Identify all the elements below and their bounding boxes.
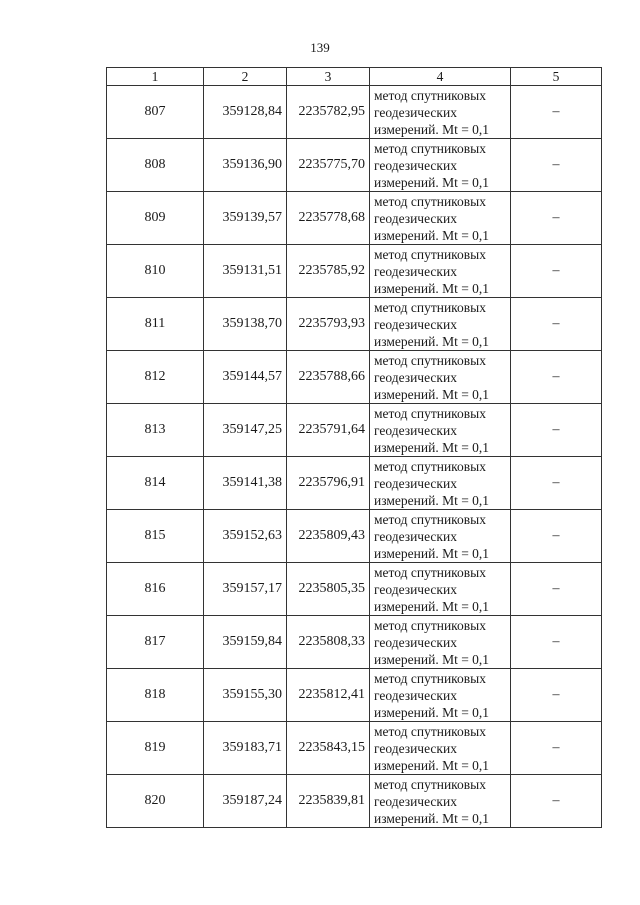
note-cell: –: [511, 351, 602, 404]
y-coordinate-cell: 2235805,35: [287, 563, 370, 616]
table-body: [107, 86, 602, 828]
x-coordinate-cell: 359136,90: [204, 139, 287, 192]
method-line: измерений. Mt = 0,1: [374, 333, 490, 349]
method-line: метод спутниковых: [374, 670, 486, 686]
x-coordinate-cell: 359183,71: [204, 722, 287, 775]
method-description-cell: [370, 139, 511, 192]
note-cell: –: [511, 298, 602, 351]
table-row: [107, 404, 602, 457]
table-row: [107, 139, 602, 192]
y-coordinate-cell: 2235843,15: [287, 722, 370, 775]
x-coordinate-cell: 359187,24: [204, 775, 287, 828]
table-row: [107, 298, 602, 351]
method-line: геодезических: [374, 422, 457, 438]
method-line: метод спутниковых: [374, 458, 486, 474]
table-row: [107, 775, 602, 828]
method-line: измерений. Mt = 0,1: [374, 704, 490, 720]
point-number-cell: 809: [107, 192, 204, 245]
column-header-1: 1: [107, 68, 204, 86]
method-description-cell: [370, 775, 511, 828]
method-line: измерений. Mt = 0,1: [374, 439, 490, 455]
y-coordinate-cell: 2235775,70: [287, 139, 370, 192]
y-coordinate-cell: 2235788,66: [287, 351, 370, 404]
table-row: [107, 510, 602, 563]
method-line: измерений. Mt = 0,1: [374, 598, 490, 614]
method-description-cell: [370, 192, 511, 245]
method-line: геодезических: [374, 634, 457, 650]
table-row: [107, 351, 602, 404]
note-cell: –: [511, 457, 602, 510]
note-cell: –: [511, 510, 602, 563]
point-number-cell: 807: [107, 86, 204, 139]
method-description-cell: [370, 245, 511, 298]
method-line: геодезических: [374, 369, 457, 385]
x-coordinate-cell: 359159,84: [204, 616, 287, 669]
x-coordinate-cell: 359152,63: [204, 510, 287, 563]
method-description-cell: [370, 404, 511, 457]
y-coordinate-cell: 2235796,91: [287, 457, 370, 510]
table-header-row: [107, 68, 602, 86]
point-number-cell: 812: [107, 351, 204, 404]
note-cell: –: [511, 404, 602, 457]
method-line: измерений. Mt = 0,1: [374, 280, 490, 296]
table-row: [107, 616, 602, 669]
x-coordinate-cell: 359155,30: [204, 669, 287, 722]
method-line: метод спутниковых: [374, 776, 486, 792]
page-number: 139: [310, 40, 330, 55]
method-description-cell: [370, 351, 511, 404]
method-line: геодезических: [374, 316, 457, 332]
column-header-5: 5: [511, 68, 602, 86]
x-coordinate-cell: 359141,38: [204, 457, 287, 510]
column-header-3: 3: [287, 68, 370, 86]
table-row: [107, 722, 602, 775]
x-coordinate-cell: 359128,84: [204, 86, 287, 139]
method-line: геодезических: [374, 475, 457, 491]
table-row: [107, 669, 602, 722]
coordinates-table: [106, 67, 602, 828]
note-cell: –: [511, 722, 602, 775]
method-line: геодезических: [374, 581, 457, 597]
method-line: измерений. Mt = 0,1: [374, 386, 490, 402]
table-row: [107, 86, 602, 139]
point-number-cell: 816: [107, 563, 204, 616]
method-line: геодезических: [374, 528, 457, 544]
y-coordinate-cell: 2235793,93: [287, 298, 370, 351]
method-line: измерений. Mt = 0,1: [374, 492, 490, 508]
method-line: метод спутниковых: [374, 87, 486, 103]
y-coordinate-cell: 2235809,43: [287, 510, 370, 563]
note-cell: –: [511, 192, 602, 245]
point-number-cell: 814: [107, 457, 204, 510]
point-number-cell: 808: [107, 139, 204, 192]
y-coordinate-cell: 2235808,33: [287, 616, 370, 669]
x-coordinate-cell: 359131,51: [204, 245, 287, 298]
method-line: метод спутниковых: [374, 246, 486, 262]
table-row: [107, 563, 602, 616]
method-line: метод спутниковых: [374, 617, 486, 633]
method-line: геодезических: [374, 157, 457, 173]
method-description-cell: [370, 563, 511, 616]
y-coordinate-cell: 2235812,41: [287, 669, 370, 722]
point-number-cell: 813: [107, 404, 204, 457]
point-number-cell: 817: [107, 616, 204, 669]
method-description-cell: [370, 298, 511, 351]
column-header-2: 2: [204, 68, 287, 86]
y-coordinate-cell: 2235782,95: [287, 86, 370, 139]
method-line: метод спутниковых: [374, 299, 486, 315]
method-line: геодезических: [374, 793, 457, 809]
note-cell: –: [511, 139, 602, 192]
table-row: [107, 457, 602, 510]
method-line: измерений. Mt = 0,1: [374, 810, 490, 826]
method-line: измерений. Mt = 0,1: [374, 121, 490, 137]
note-cell: –: [511, 245, 602, 298]
point-number-cell: 810: [107, 245, 204, 298]
method-line: метод спутниковых: [374, 352, 486, 368]
point-number-cell: 811: [107, 298, 204, 351]
method-line: метод спутниковых: [374, 405, 486, 421]
method-line: геодезических: [374, 740, 457, 756]
note-cell: –: [511, 563, 602, 616]
method-line: измерений. Mt = 0,1: [374, 174, 490, 190]
column-header-4: 4: [370, 68, 511, 86]
method-line: метод спутниковых: [374, 723, 486, 739]
x-coordinate-cell: 359139,57: [204, 192, 287, 245]
method-line: метод спутниковых: [374, 140, 486, 156]
point-number-cell: 819: [107, 722, 204, 775]
table-row: [107, 192, 602, 245]
y-coordinate-cell: 2235785,92: [287, 245, 370, 298]
point-number-cell: 818: [107, 669, 204, 722]
method-line: измерений. Mt = 0,1: [374, 545, 490, 561]
method-description-cell: [370, 616, 511, 669]
x-coordinate-cell: 359157,17: [204, 563, 287, 616]
method-line: измерений. Mt = 0,1: [374, 227, 490, 243]
method-line: геодезических: [374, 210, 457, 226]
point-number-cell: 815: [107, 510, 204, 563]
note-cell: –: [511, 86, 602, 139]
x-coordinate-cell: 359138,70: [204, 298, 287, 351]
note-cell: –: [511, 616, 602, 669]
method-description-cell: [370, 457, 511, 510]
y-coordinate-cell: 2235791,64: [287, 404, 370, 457]
method-line: метод спутниковых: [374, 193, 486, 209]
method-line: метод спутниковых: [374, 564, 486, 580]
method-description-cell: [370, 669, 511, 722]
y-coordinate-cell: 2235778,68: [287, 192, 370, 245]
table-row: [107, 245, 602, 298]
x-coordinate-cell: 359147,25: [204, 404, 287, 457]
method-description-cell: [370, 86, 511, 139]
method-line: измерений. Mt = 0,1: [374, 757, 490, 773]
method-description-cell: [370, 722, 511, 775]
method-line: геодезических: [374, 687, 457, 703]
note-cell: –: [511, 775, 602, 828]
method-line: геодезических: [374, 104, 457, 120]
x-coordinate-cell: 359144,57: [204, 351, 287, 404]
point-number-cell: 820: [107, 775, 204, 828]
note-cell: –: [511, 669, 602, 722]
method-line: измерений. Mt = 0,1: [374, 651, 490, 667]
method-description-cell: [370, 510, 511, 563]
method-line: геодезических: [374, 263, 457, 279]
y-coordinate-cell: 2235839,81: [287, 775, 370, 828]
method-line: метод спутниковых: [374, 511, 486, 527]
